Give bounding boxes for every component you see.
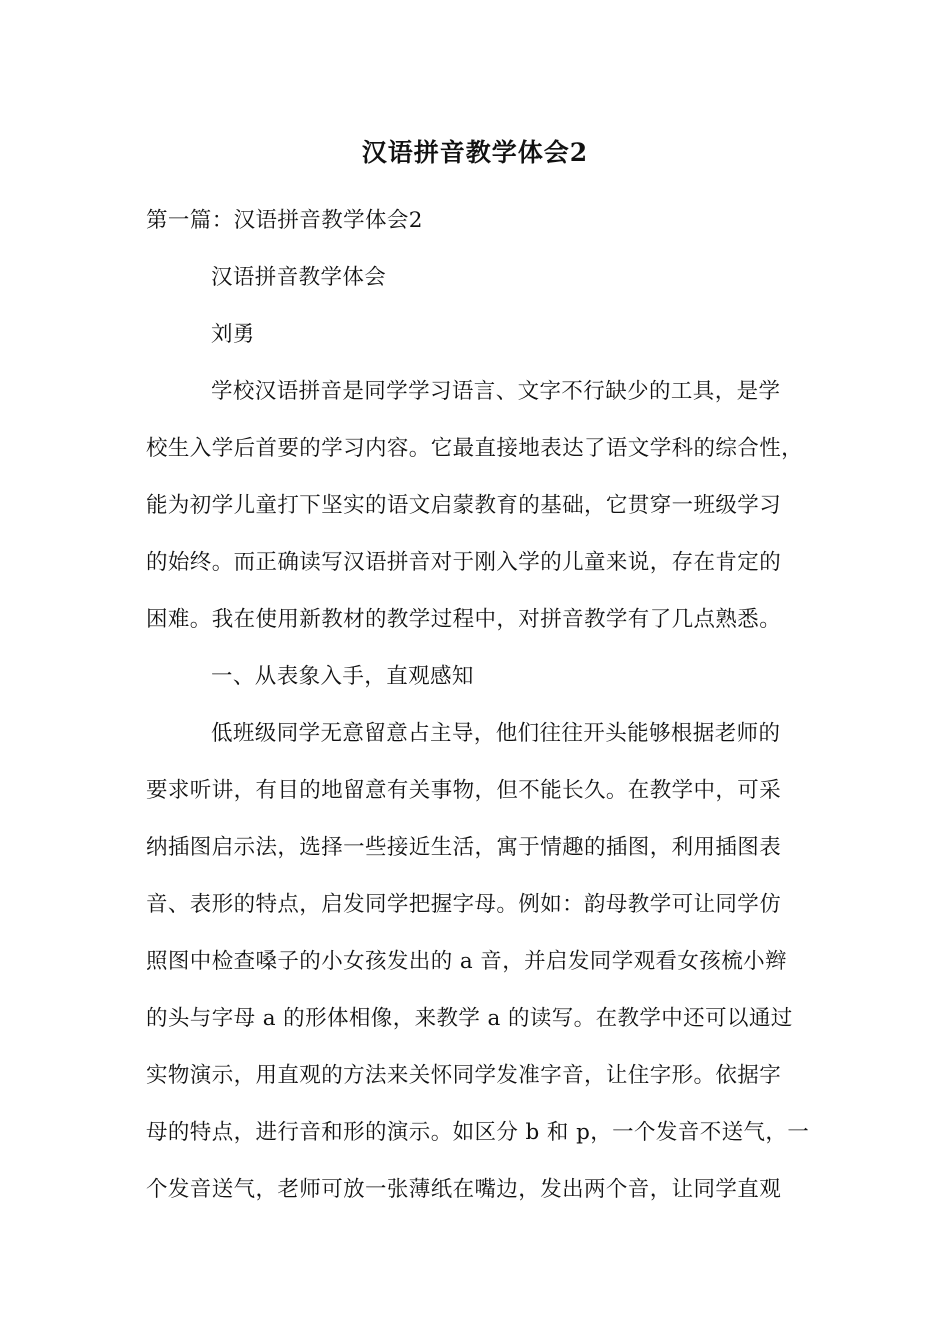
paragraph-line: 母的特点，进行音和形的演示。如区分 b 和 p，一个发音不送气，一 xyxy=(146,1120,810,1145)
paragraph-line: 的始终。而正确读写汉语拼音对于刚入学的儿童来说，存在肯定的 xyxy=(146,550,782,575)
paragraph-line: 个发音送气，老师可放一张薄纸在嘴边，发出两个音，让同学直观 xyxy=(146,1177,782,1202)
paragraph-line: 困难。我在使用新教材的教学过程中，对拼音教学有了几点熟悉。 xyxy=(146,607,782,632)
paragraph-line: 要求听讲，有目的地留意有关事物，但不能长久。在教学中，可采 xyxy=(146,778,782,803)
section-heading: 一、从表象入手，直观感知 xyxy=(211,664,474,689)
paragraph-line: 学校汉语拼音是同学学习语言、文字不行缺少的工具，是学 xyxy=(211,379,781,404)
paragraph-line: 纳插图启示法，选择一些接近生活，寓于情趣的插图，利用插图表 xyxy=(146,835,782,860)
paragraph-line: 低班级同学无意留意占主导，他们往往开头能够根据老师的 xyxy=(211,721,781,746)
paragraph-line: 音、表形的特点，启发同学把握字母。例如：韵母教学可让同学仿 xyxy=(146,892,782,917)
subtitle: 汉语拼音教学体会 xyxy=(211,265,387,290)
part-heading: 第一篇：汉语拼音教学体会2 xyxy=(146,208,423,233)
paragraph-line: 能为初学儿童打下坚实的语文启蒙教育的基础，它贯穿一班级学习 xyxy=(146,493,782,518)
paragraph-line: 实物演示，用直观的方法来关怀同学发准字音，让住字形。依据字 xyxy=(146,1063,782,1088)
author-name: 刘勇 xyxy=(211,322,255,347)
paragraph-line: 照图中检查嗓子的小女孩发出的 a 音，并启发同学观看女孩梳小辫 xyxy=(146,949,787,974)
paragraph-line: 校生入学后首要的学习内容。它最直接地表达了语文学科的综合性， xyxy=(146,436,804,461)
document-title: 汉语拼音教学体会2 xyxy=(361,138,589,167)
paragraph-line: 的头与字母 a 的形体相像，来教学 a 的读写。在教学中还可以通过 xyxy=(146,1006,793,1031)
